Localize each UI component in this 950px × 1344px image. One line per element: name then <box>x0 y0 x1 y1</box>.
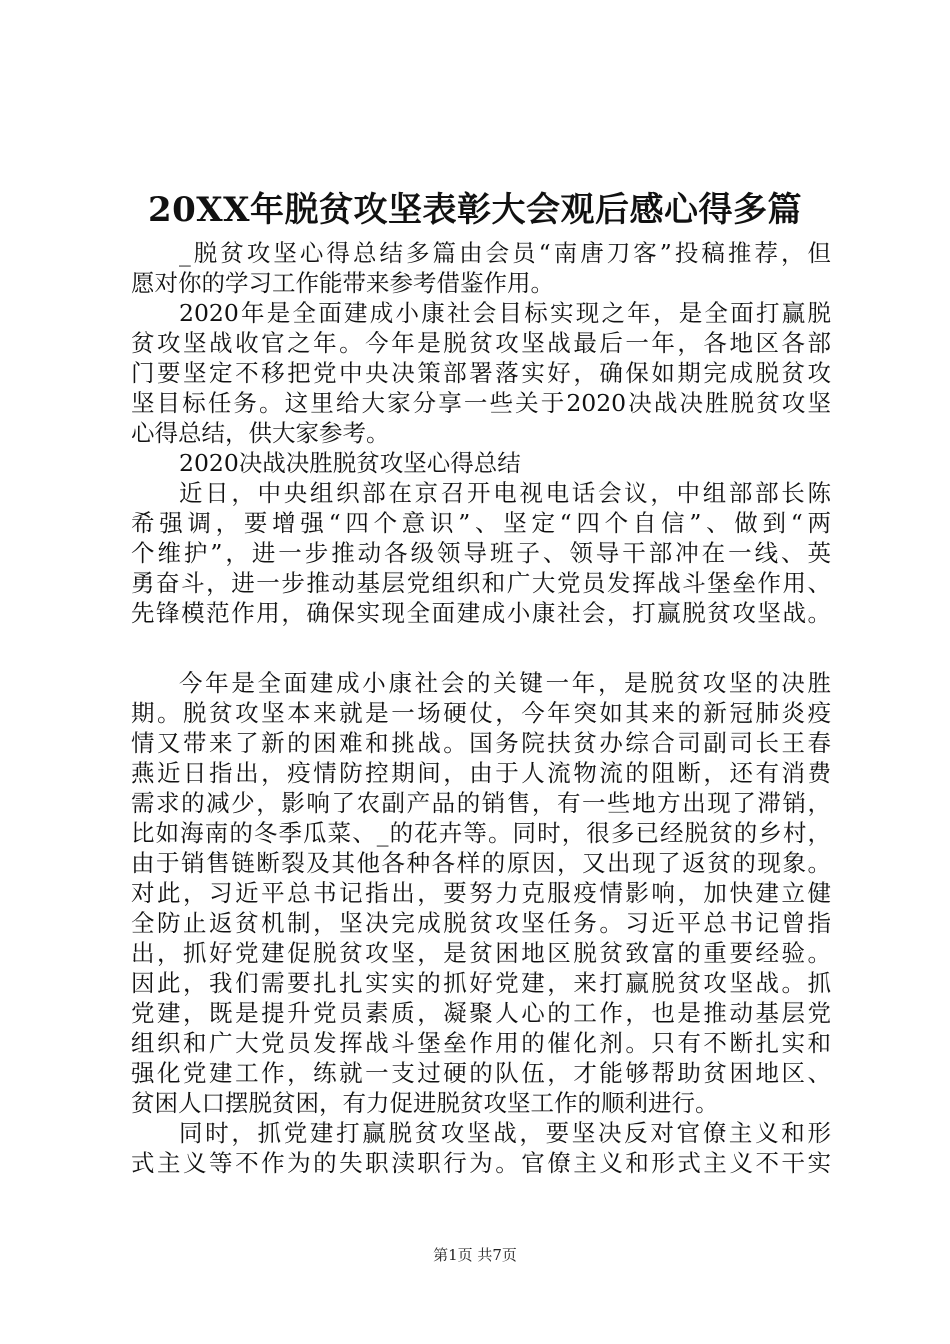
document-body <box>131 238 831 1178</box>
text-line: 希强调，要增强“四个意识”、坚定“四个自信”、做到“两 <box>131 509 831 537</box>
text-line: 因此，我们需要扎扎实实的抓好党建，来打赢脱贫攻坚战。抓 <box>131 969 831 997</box>
text-line: 个维护”，进一步推动各级领导班子、领导干部冲在一线、英 <box>131 539 831 567</box>
text-line: 燕近日指出，疫情防控期间，由于人流物流的阻断，还有消费 <box>131 759 831 787</box>
text-line: 期。脱贫攻坚本来就是一场硬仗，今年突如其来的新冠肺炎疫 <box>131 699 831 727</box>
text-line: 勇奋斗，进一步推动基层党组织和广大党员发挥战斗堡垒作用、 <box>131 569 831 597</box>
section-heading-text: 2020决战决胜脱贫攻坚心得总结 <box>179 449 521 477</box>
text-line: 党建，既是提升党员素质，凝聚人心的工作，也是推动基层党 <box>131 999 831 1027</box>
text-line: 今年是全面建成小康社会的关键一年，是脱贫攻坚的决胜 <box>179 669 831 697</box>
text-line: 组织和广大党员发挥战斗堡垒作用的催化剂。只有不断扎实和 <box>131 1029 831 1057</box>
text-line: 比如海南的冬季瓜菜、_的花卉等。同时，很多已经脱贫的乡村， <box>131 819 831 847</box>
document-title: 20XX年脱贫攻坚表彰大会观后感心得多篇 <box>147 190 803 230</box>
text-line: _脱贫攻坚心得总结多篇由会员“南唐刀客”投稿推荐，但 <box>179 239 831 267</box>
text-line: 坚目标任务。这里给大家分享一些关于2020决战决胜脱贫攻坚 <box>131 389 831 417</box>
text-line: 愿对你的学习工作能带来参考借鉴作用。 <box>131 269 554 297</box>
text-line: 贫攻坚战收官之年。今年是脱贫攻坚战最后一年，各地区各部 <box>131 329 831 357</box>
paragraph-context <box>131 298 831 448</box>
text-line: 贫困人口摆脱贫困，有力促进脱贫攻坚工作的顺利进行。 <box>131 1089 719 1117</box>
text-line: 式主义等不作为的失职渎职行为。官僚主义和形式主义不干实 <box>131 1149 831 1177</box>
paragraph-key-year <box>131 668 831 1118</box>
text-line: 对此，习近平总书记指出，要努力克服疫情影响，加快建立健 <box>131 879 831 907</box>
page-footer: 第1页 共7页 <box>433 1246 517 1264</box>
text-line: 近日，中央组织部在京召开电视电话会议，中组部部长陈 <box>179 479 831 507</box>
paragraph-meeting <box>131 478 831 628</box>
text-line: 需求的减少，影响了农副产品的销售，有一些地方出现了滞销， <box>131 789 831 817</box>
text-line: 出，抓好党建促脱贫攻坚，是贫困地区脱贫致富的重要经验。 <box>131 939 831 967</box>
paragraph-oppose-formalism <box>131 1118 831 1178</box>
paragraph-intro <box>131 238 831 298</box>
text-line: 由于销售链断裂及其他各种各样的原因，又出现了返贫的现象。 <box>131 849 831 877</box>
text-line: 心得总结，供大家参考。 <box>131 419 390 447</box>
text-line: 情又带来了新的困难和挑战。国务院扶贫办综合司副司长王春 <box>131 729 831 757</box>
text-line: 全防止返贫机制，坚决完成脱贫攻坚任务。习近平总书记曾指 <box>131 909 831 937</box>
text-line: 门要坚定不移把党中央决策部署落实好，确保如期完成脱贫攻 <box>131 359 831 387</box>
text-line: 2020年是全面建成小康社会目标实现之年，是全面打赢脱 <box>179 299 831 327</box>
text-line: 先锋模范作用，确保实现全面建成小康社会，打赢脱贫攻坚战。 <box>131 599 831 627</box>
text-line: 同时，抓党建打赢脱贫攻坚战，要坚决反对官僚主义和形 <box>179 1119 831 1147</box>
paragraph-spacer <box>131 628 831 668</box>
text-line: 强化党建工作，练就一支过硬的队伍，才能够帮助贫困地区、 <box>131 1059 831 1087</box>
section-heading <box>131 448 831 478</box>
